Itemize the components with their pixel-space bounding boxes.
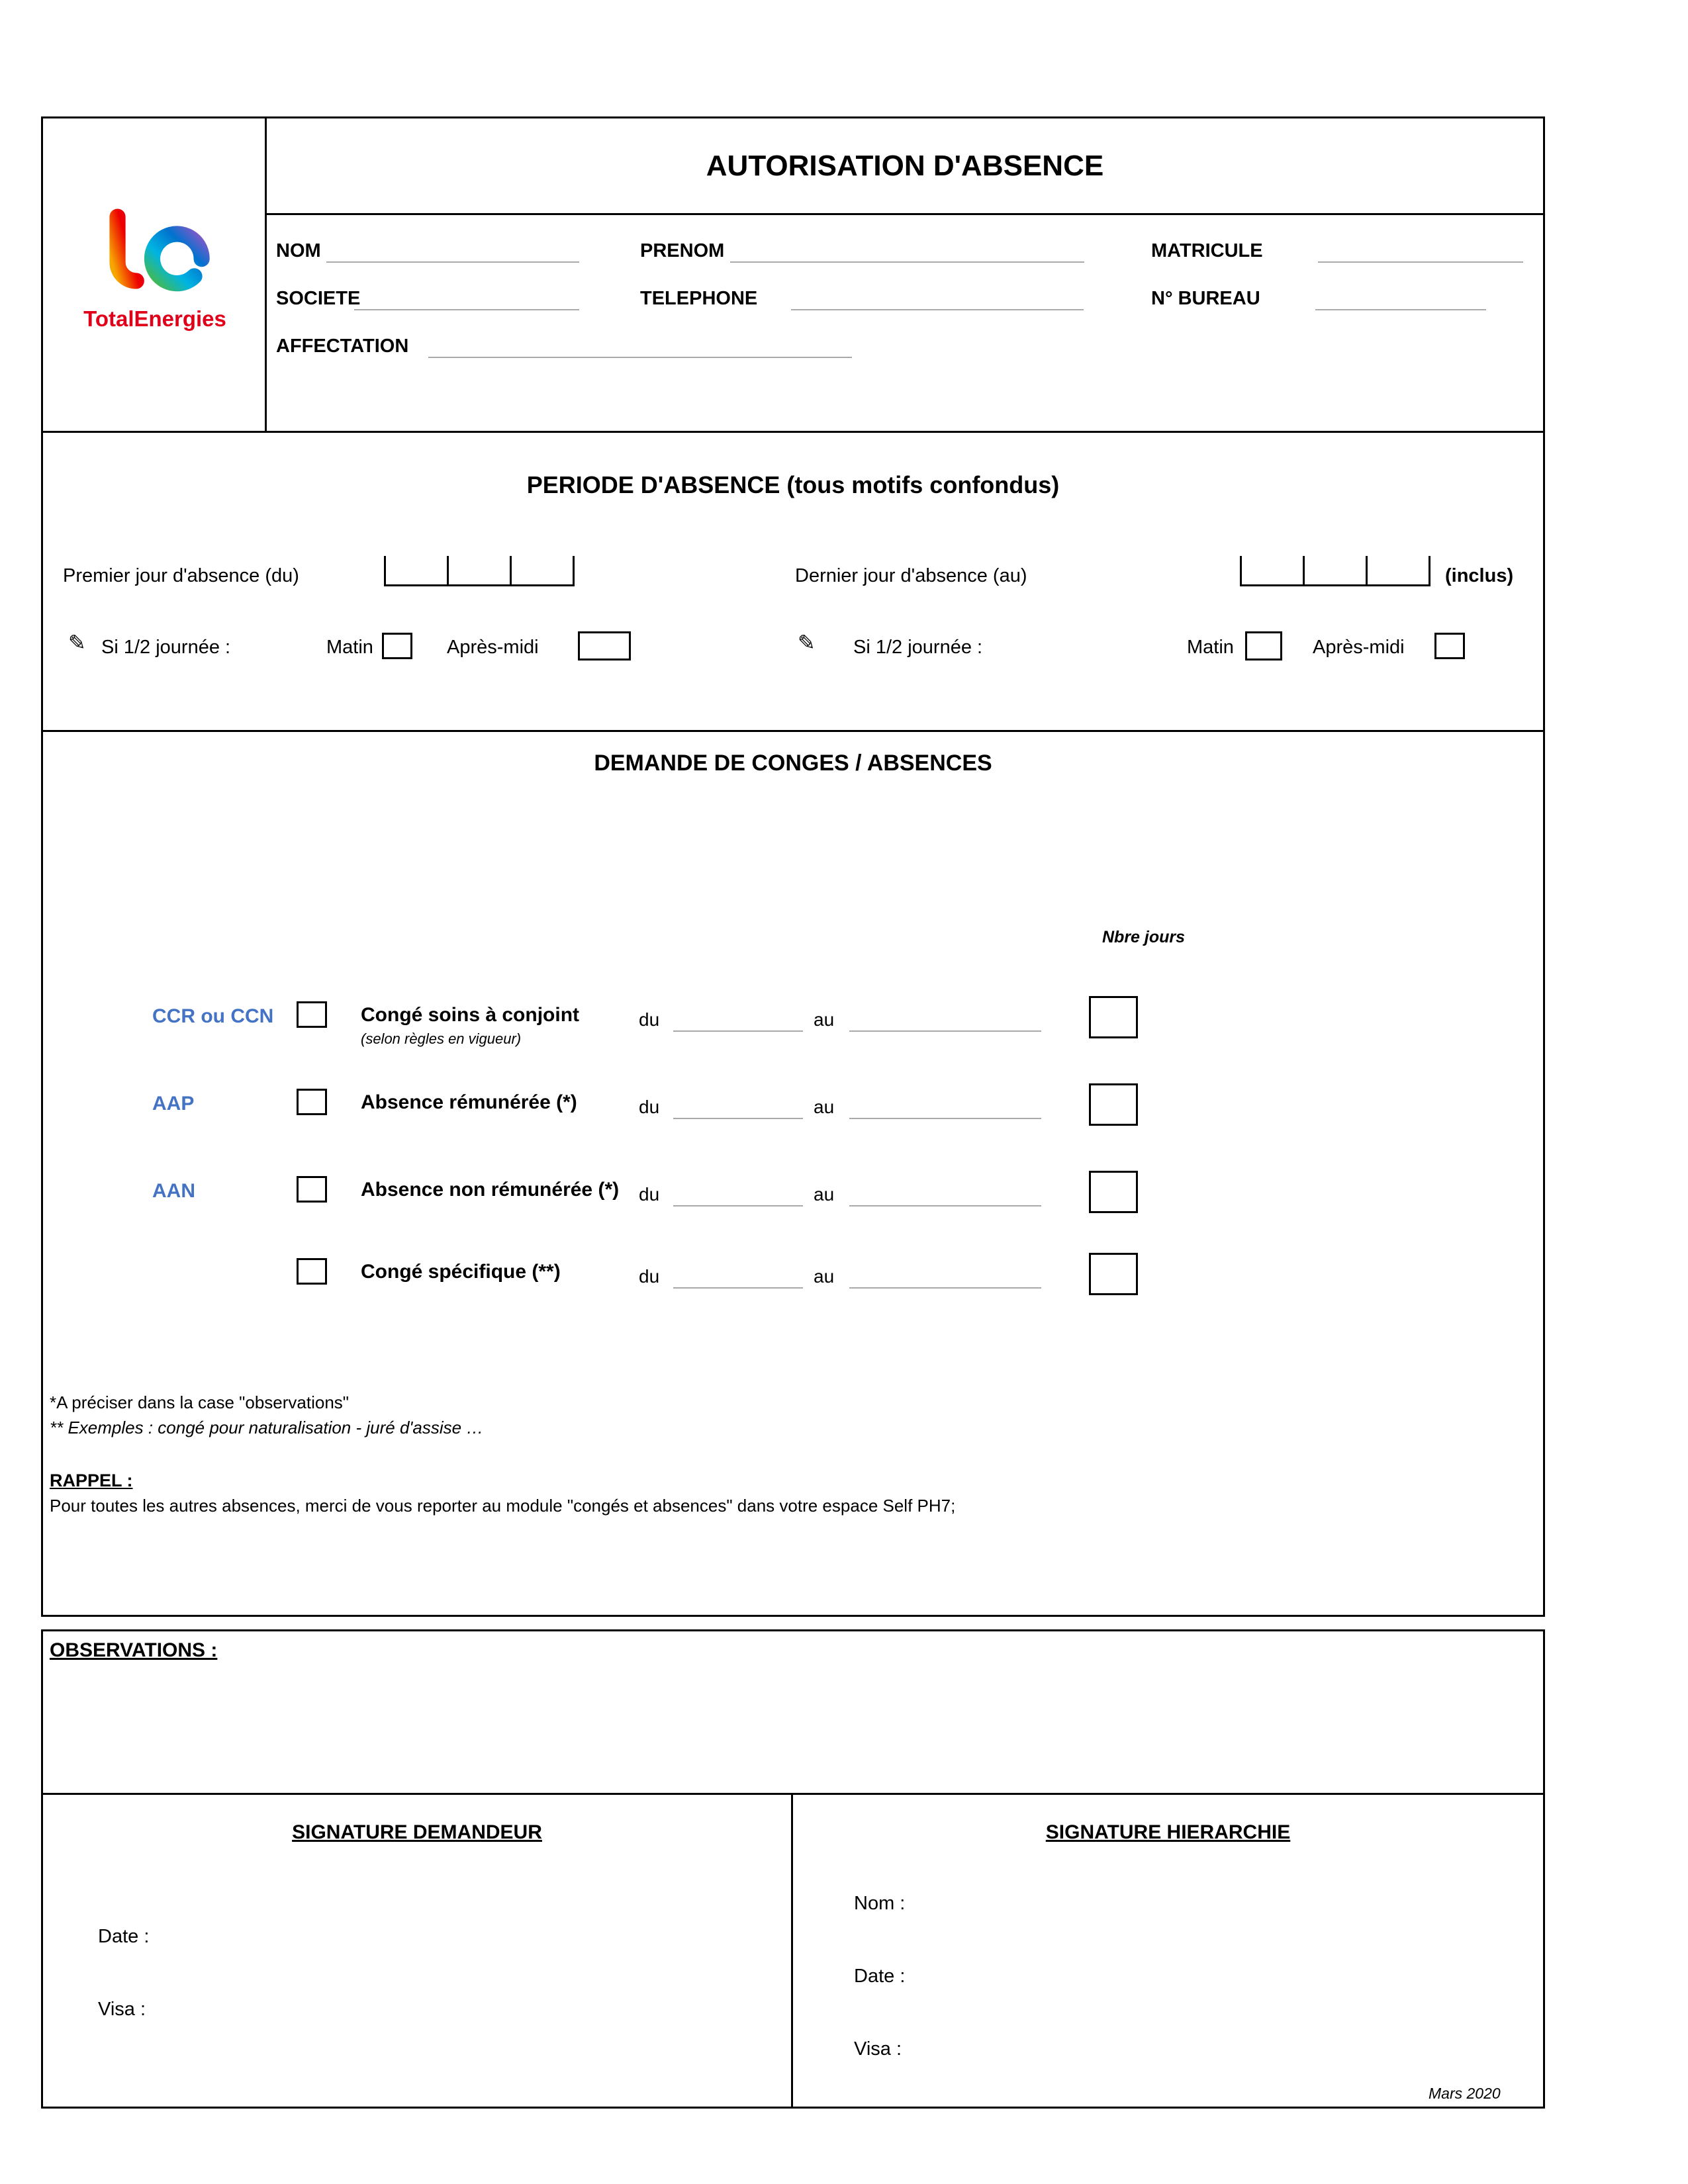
bureau-input[interactable] bbox=[1315, 309, 1486, 310]
ccr-checkbox[interactable] bbox=[297, 1001, 327, 1028]
signatures-section bbox=[41, 1795, 1545, 2109]
dernier-matin-checkbox[interactable] bbox=[1245, 631, 1282, 660]
nbre-jours-label: Nbre jours bbox=[1102, 928, 1186, 946]
ccr-au-input[interactable] bbox=[849, 1030, 1041, 1032]
dernier-jour-label: Dernier jour d'absence (au) bbox=[795, 565, 1027, 586]
aap-code-label: AAP bbox=[152, 1093, 195, 1115]
totalenergies-logo-icon bbox=[77, 197, 231, 297]
signature-hierarchie-title: SIGNATURE HIERARCHIE bbox=[1045, 1821, 1291, 1843]
demande-row-aap bbox=[43, 1087, 1543, 1143]
signature-hierarchie-cell bbox=[793, 1795, 1543, 2107]
affectation-input[interactable] bbox=[428, 357, 852, 358]
aan-code-label: AAN bbox=[152, 1180, 195, 1202]
aap-du-input[interactable] bbox=[673, 1118, 803, 1119]
observations-title: OBSERVATIONS : bbox=[50, 1639, 218, 1661]
au-label: au bbox=[814, 1184, 835, 1205]
version-note: Mars 2020 bbox=[1429, 2085, 1501, 2102]
dernier-jour-year-cell[interactable] bbox=[1368, 556, 1430, 586]
footnote-double-star: ** Exemples : congé pour naturalisation - juré d'assise … bbox=[50, 1418, 484, 1437]
signature-demandeur-cell bbox=[43, 1795, 793, 2107]
matin-label-left: Matin bbox=[326, 637, 373, 658]
header-section bbox=[41, 116, 1545, 433]
demande-section bbox=[41, 732, 1545, 1617]
aap-checkbox[interactable] bbox=[297, 1089, 327, 1115]
write-hand-icon: ✎ bbox=[68, 631, 86, 655]
prenom-input[interactable] bbox=[730, 261, 1084, 263]
rappel-text: Pour toutes les autres absences, merci de vous reporter au module "congés et absences" dans votre espace Self PH7; bbox=[50, 1496, 956, 1516]
du-label: du bbox=[639, 1184, 660, 1205]
hierarchie-visa-label: Visa : bbox=[854, 2038, 902, 2060]
demande-row-aan bbox=[43, 1175, 1543, 1230]
du-label: du bbox=[639, 1009, 660, 1030]
matricule-label: MATRICULE bbox=[1151, 240, 1263, 261]
apres-midi-label-right: Après-midi bbox=[1313, 637, 1405, 658]
aap-label: Absence rémunérée (*) bbox=[361, 1091, 577, 1113]
premier-apres-midi-checkbox[interactable] bbox=[578, 631, 631, 660]
aan-au-input[interactable] bbox=[849, 1205, 1041, 1206]
conge-specifique-nbre-jours-input[interactable] bbox=[1089, 1253, 1138, 1295]
demande-title: DEMANDE DE CONGES / ABSENCES bbox=[594, 751, 992, 776]
prenom-label: PRENOM bbox=[640, 240, 725, 261]
dernier-jour-day-cell[interactable] bbox=[1242, 556, 1305, 586]
du-label: du bbox=[639, 1097, 660, 1117]
logo-cell bbox=[43, 118, 267, 431]
hierarchie-nom-label: Nom : bbox=[854, 1893, 906, 1914]
demandeur-signature-area[interactable] bbox=[175, 1874, 765, 2093]
bureau-label: N° BUREAU bbox=[1151, 288, 1260, 309]
du-label: du bbox=[639, 1266, 660, 1287]
ccr-label: Congé soins à conjoint bbox=[361, 1004, 580, 1026]
premier-jour-label: Premier jour d'absence (du) bbox=[63, 565, 299, 586]
dernier-apres-midi-checkbox[interactable] bbox=[1434, 633, 1465, 659]
aap-nbre-jours-input[interactable] bbox=[1089, 1083, 1138, 1126]
footnote-star: *A préciser dans la case "observations" bbox=[50, 1392, 350, 1412]
identity-fields bbox=[267, 215, 1543, 431]
nom-input[interactable] bbox=[326, 261, 579, 263]
inclus-label: (inclus) bbox=[1445, 565, 1514, 586]
conge-specifique-au-input[interactable] bbox=[849, 1287, 1041, 1289]
telephone-label: TELEPHONE bbox=[640, 288, 758, 309]
observations-input-area[interactable] bbox=[47, 1671, 1539, 1789]
hierarchie-signature-area[interactable] bbox=[939, 1874, 1517, 2093]
societe-label: SOCIETE bbox=[276, 288, 361, 309]
premier-jour-month-cell[interactable] bbox=[449, 556, 512, 586]
telephone-input[interactable] bbox=[791, 309, 1084, 310]
nom-label: NOM bbox=[276, 240, 321, 261]
au-label: au bbox=[814, 1097, 835, 1117]
apres-midi-label-left: Après-midi bbox=[447, 637, 539, 658]
ccr-note: (selon règles en vigueur) bbox=[361, 1030, 522, 1047]
demande-row-ccr bbox=[43, 1000, 1543, 1056]
demandeur-date-label: Date : bbox=[98, 1926, 150, 1947]
conge-specifique-du-input[interactable] bbox=[673, 1287, 803, 1289]
periode-section bbox=[41, 433, 1545, 732]
brand-name: TotalEnergies bbox=[83, 306, 226, 331]
aan-label: Absence non rémunérée (*) bbox=[361, 1179, 620, 1201]
conge-specifique-label: Congé spécifique (**) bbox=[361, 1261, 561, 1283]
form-title: AUTORISATION D'ABSENCE bbox=[706, 149, 1104, 182]
hierarchie-date-label: Date : bbox=[854, 1966, 906, 1987]
matin-label-right: Matin bbox=[1187, 637, 1234, 658]
ccr-code-label: CCR ou CCN bbox=[152, 1005, 274, 1027]
si-demi-journee-label-left: Si 1/2 journée : bbox=[101, 637, 231, 658]
si-demi-journee-label-right: Si 1/2 journée : bbox=[853, 637, 983, 658]
premier-jour-year-cell[interactable] bbox=[512, 556, 575, 586]
periode-title: PERIODE D'ABSENCE (tous motifs confondus) bbox=[526, 471, 1060, 498]
aan-du-input[interactable] bbox=[673, 1205, 803, 1206]
demandeur-visa-label: Visa : bbox=[98, 1999, 146, 2020]
au-label: au bbox=[814, 1009, 835, 1030]
aan-nbre-jours-input[interactable] bbox=[1089, 1171, 1138, 1213]
rappel-title: RAPPEL : bbox=[50, 1471, 133, 1490]
observations-section bbox=[41, 1629, 1545, 1795]
dernier-jour-month-cell[interactable] bbox=[1305, 556, 1368, 586]
ccr-du-input[interactable] bbox=[673, 1030, 803, 1032]
aan-checkbox[interactable] bbox=[297, 1176, 327, 1203]
write-hand-icon: ✎ bbox=[798, 631, 816, 655]
premier-jour-day-cell[interactable] bbox=[386, 556, 449, 586]
form-title-box bbox=[267, 118, 1543, 215]
ccr-nbre-jours-input[interactable] bbox=[1089, 996, 1138, 1038]
conge-specifique-checkbox[interactable] bbox=[297, 1258, 327, 1285]
societe-input[interactable] bbox=[354, 309, 579, 310]
signature-demandeur-title: SIGNATURE DEMANDEUR bbox=[292, 1821, 542, 1843]
premier-matin-checkbox[interactable] bbox=[382, 633, 412, 659]
matricule-input[interactable] bbox=[1318, 261, 1523, 263]
au-label: au bbox=[814, 1266, 835, 1287]
demande-row-conge-specifique bbox=[43, 1257, 1543, 1312]
dernier-jour-date-input bbox=[1240, 556, 1430, 586]
affectation-label: AFFECTATION bbox=[276, 336, 409, 357]
premier-jour-date-input bbox=[384, 556, 575, 586]
aap-au-input[interactable] bbox=[849, 1118, 1041, 1119]
